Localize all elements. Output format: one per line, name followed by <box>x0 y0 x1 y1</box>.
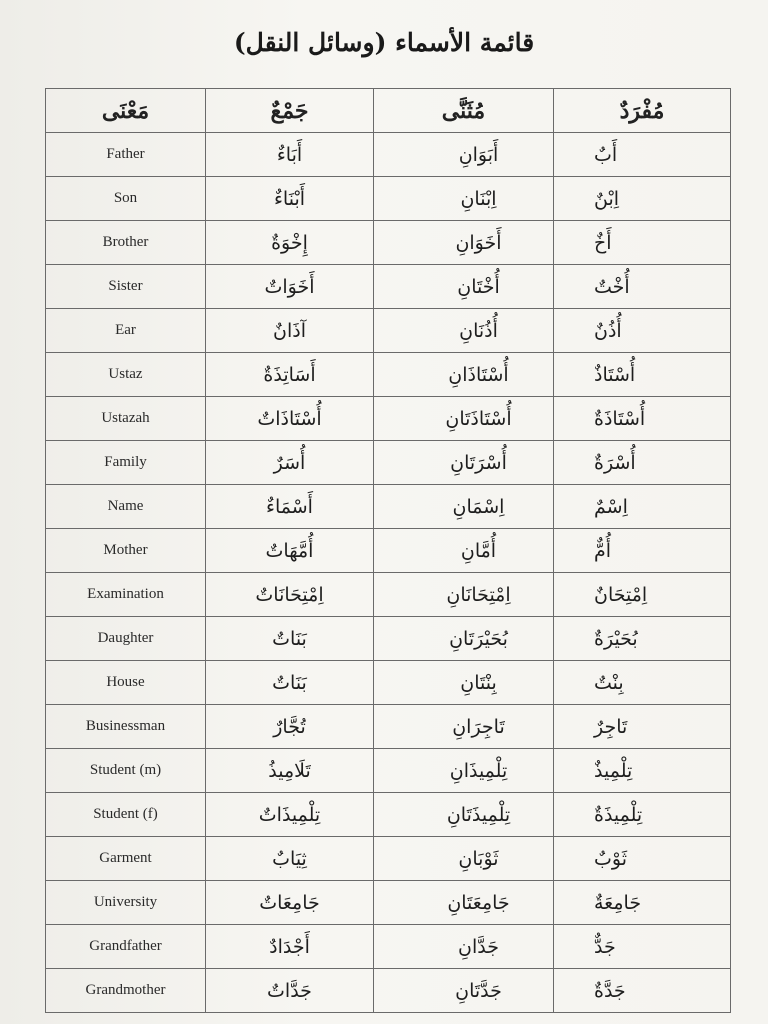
meaning-cell: Student (f) <box>46 793 206 837</box>
header-meaning: مَعْنَى <box>46 89 206 133</box>
meaning-cell: Son <box>46 177 206 221</box>
singular-cell: تَاجِرٌ <box>554 705 731 749</box>
table-row <box>46 881 731 925</box>
singular-cell: أُخْتٌ <box>554 265 731 309</box>
dual-cell: جَامِعَتَانِ <box>374 881 554 925</box>
plural-cell: أَسْمَاءٌ <box>206 485 374 529</box>
table-row <box>46 661 731 705</box>
singular-cell: أُمٌّ <box>554 529 731 573</box>
singular-cell: جَدٌّ <box>554 925 731 969</box>
dual-cell: أُسْتَاذَانِ <box>374 353 554 397</box>
meaning-cell: University <box>46 881 206 925</box>
table-row <box>46 265 731 309</box>
table-row <box>46 573 731 617</box>
meaning-cell: Family <box>46 441 206 485</box>
plural-cell: جَدَّاتٌ <box>206 969 374 1013</box>
table-row <box>46 705 731 749</box>
plural-cell: جَامِعَاتٌ <box>206 881 374 925</box>
table-row <box>46 397 731 441</box>
dual-cell: بُحَيْرَتَانِ <box>374 617 554 661</box>
dual-cell: أَبَوَانِ <box>374 133 554 177</box>
singular-cell: ثَوْبٌ <box>554 837 731 881</box>
plural-cell: ثِيَابٌ <box>206 837 374 881</box>
meaning-cell: Ustaz <box>46 353 206 397</box>
singular-cell: تِلْمِيذَةٌ <box>554 793 731 837</box>
dual-cell: اِمْتِحَانَانِ <box>374 573 554 617</box>
header-plural: جَمْعٌ <box>206 89 374 133</box>
singular-cell: أَبٌ <box>554 133 731 177</box>
plural-cell: اِمْتِحَانَاتٌ <box>206 573 374 617</box>
dual-cell: اِبْنَانِ <box>374 177 554 221</box>
meaning-cell: Name <box>46 485 206 529</box>
table-row <box>46 309 731 353</box>
table-row <box>46 221 731 265</box>
meaning-cell: Brother <box>46 221 206 265</box>
table-row <box>46 177 731 221</box>
plural-cell: تُجَّارٌ <box>206 705 374 749</box>
dual-cell: جَدَّانِ <box>374 925 554 969</box>
table-row <box>46 837 731 881</box>
dual-cell: اِسْمَانِ <box>374 485 554 529</box>
dual-cell: تِلْمِيذَانِ <box>374 749 554 793</box>
singular-cell: بُحَيْرَةٌ <box>554 617 731 661</box>
vocabulary-table <box>45 88 731 1013</box>
plural-cell: تَلَامِيذُ <box>206 749 374 793</box>
dual-cell: أُذُنَانِ <box>374 309 554 353</box>
dual-cell: بِنْتَانِ <box>374 661 554 705</box>
plural-cell: بَنَاتٌ <box>206 617 374 661</box>
plural-cell: أَجْدَادٌ <box>206 925 374 969</box>
singular-cell: جَامِعَةٌ <box>554 881 731 925</box>
dual-cell: أُسْرَتَانِ <box>374 441 554 485</box>
plural-cell: بَنَاتٌ <box>206 661 374 705</box>
meaning-cell: House <box>46 661 206 705</box>
meaning-cell: Ustazah <box>46 397 206 441</box>
table-row <box>46 617 731 661</box>
header-dual: مُثَنَّى <box>374 89 554 133</box>
dual-cell: أُخْتَانِ <box>374 265 554 309</box>
singular-cell: أُذُنٌ <box>554 309 731 353</box>
table-row <box>46 969 731 1013</box>
singular-cell: بِنْتٌ <box>554 661 731 705</box>
table-row <box>46 925 731 969</box>
meaning-cell: Garment <box>46 837 206 881</box>
singular-cell: تِلْمِيذٌ <box>554 749 731 793</box>
dual-cell: أُمَّانِ <box>374 529 554 573</box>
singular-cell: جَدَّةٌ <box>554 969 731 1013</box>
meaning-cell: Father <box>46 133 206 177</box>
plural-cell: أُسَرٌ <box>206 441 374 485</box>
table-row <box>46 529 731 573</box>
singular-cell: أُسْتَاذٌ <box>554 353 731 397</box>
meaning-cell: Daughter <box>46 617 206 661</box>
dual-cell: تَاجِرَانِ <box>374 705 554 749</box>
plural-cell: أَبْنَاءٌ <box>206 177 374 221</box>
plural-cell: أَسَاتِذَةٌ <box>206 353 374 397</box>
singular-cell: اِبْنٌ <box>554 177 731 221</box>
table-row <box>46 485 731 529</box>
meaning-cell: Examination <box>46 573 206 617</box>
plural-cell: أَبَاءٌ <box>206 133 374 177</box>
meaning-cell: Ear <box>46 309 206 353</box>
meaning-cell: Businessman <box>46 705 206 749</box>
singular-cell: اِمْتِحَانٌ <box>554 573 731 617</box>
meaning-cell: Mother <box>46 529 206 573</box>
singular-cell: أُسْتَاذَةٌ <box>554 397 731 441</box>
plural-cell: آذَانٌ <box>206 309 374 353</box>
dual-cell: تِلْمِيذَتَانِ <box>374 793 554 837</box>
plural-cell: أُسْتَاذَاتٌ <box>206 397 374 441</box>
table-row <box>46 793 731 837</box>
dual-cell: جَدَّتَانِ <box>374 969 554 1013</box>
table-row <box>46 133 731 177</box>
meaning-cell: Grandmother <box>46 969 206 1013</box>
meaning-cell: Grandfather <box>46 925 206 969</box>
singular-cell: أَخٌ <box>554 221 731 265</box>
header-singular: مُفْرَدٌ <box>554 89 731 133</box>
table-row <box>46 353 731 397</box>
table-row <box>46 441 731 485</box>
table-row <box>46 749 731 793</box>
meaning-cell: Sister <box>46 265 206 309</box>
singular-cell: أُسْرَةٌ <box>554 441 731 485</box>
dual-cell: أُسْتَاذَتَانِ <box>374 397 554 441</box>
table-header-row <box>46 89 731 133</box>
dual-cell: أَخَوَانِ <box>374 221 554 265</box>
dual-cell: ثَوْبَانِ <box>374 837 554 881</box>
plural-cell: أُمَّهَاتٌ <box>206 529 374 573</box>
page-title: قائمة الأسماء (وسائل النقل) <box>233 28 535 57</box>
plural-cell: إِخْوَةٌ <box>206 221 374 265</box>
singular-cell: اِسْمٌ <box>554 485 731 529</box>
plural-cell: تِلْمِيذَاتٌ <box>206 793 374 837</box>
plural-cell: أَخَوَاتٌ <box>206 265 374 309</box>
meaning-cell: Student (m) <box>46 749 206 793</box>
